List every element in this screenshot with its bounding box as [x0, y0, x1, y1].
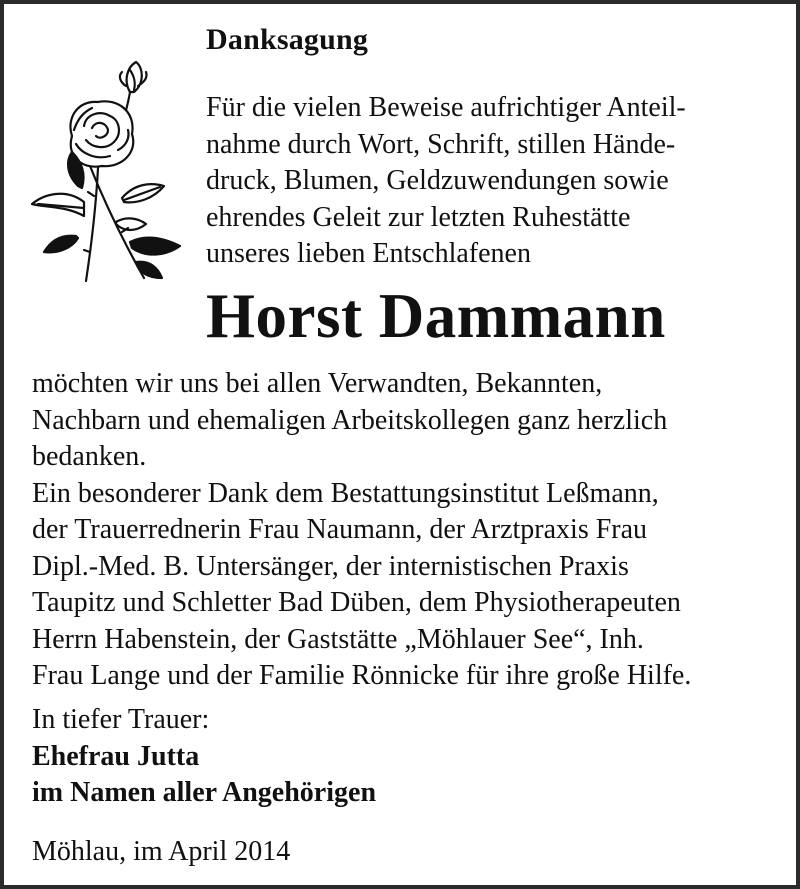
closing-block: [32, 702, 376, 812]
rose-icon: [26, 56, 186, 288]
mourning-line: In tiefer Trauer:: [32, 704, 210, 735]
notice-heading: Danksagung: [206, 23, 369, 56]
body-line: Dipl.-Med. B. Untersänger, der internistischen Praxis: [32, 550, 629, 582]
intro-text: [206, 90, 686, 273]
body-line: Nachbarn und ehemaligen Arbeitskollegen ganz herzlich: [32, 404, 668, 436]
body-line: Taupitz und Schletter Bad Düben, dem Physiotherapeuten: [32, 587, 681, 618]
deceased-name: Horst Dammann: [206, 281, 666, 351]
family-line: im Namen aller Angehörigen: [32, 777, 377, 808]
body-line: Frau Lange und der Familie Rönnicke für ihre große Hilfe.: [32, 660, 692, 691]
intro-line: Für die vielen Beweise aufrichtiger Anteil-: [206, 92, 686, 123]
body-line: möchten wir uns bei allen Verwandten, Bekannten,: [32, 368, 603, 399]
signer-name: Ehefrau Jutta: [32, 740, 200, 772]
body-line: Ein besonderer Dank dem Bestattungsinstitut Leßmann,: [32, 477, 659, 509]
intro-line: druck, Blumen, Geldzuwendungen sowie: [206, 165, 669, 196]
intro-line: ehrendes Geleit zur letzten Ruhestätte: [206, 201, 631, 233]
body-line: der Trauerrednerin Frau Naumann, der Arztpraxis Frau: [32, 514, 648, 545]
place-date: Möhlau, im April 2014: [32, 836, 291, 867]
intro-line: unseres lieben Entschlafenen: [206, 238, 531, 269]
body-line: Herrn Habenstein, der Gaststätte „Möhlauer See“, Inh.: [32, 623, 644, 655]
thanks-text: [32, 366, 691, 695]
body-line: bedanken.: [32, 441, 147, 472]
intro-line: nahme durch Wort, Schrift, stillen Hände-: [206, 128, 676, 160]
